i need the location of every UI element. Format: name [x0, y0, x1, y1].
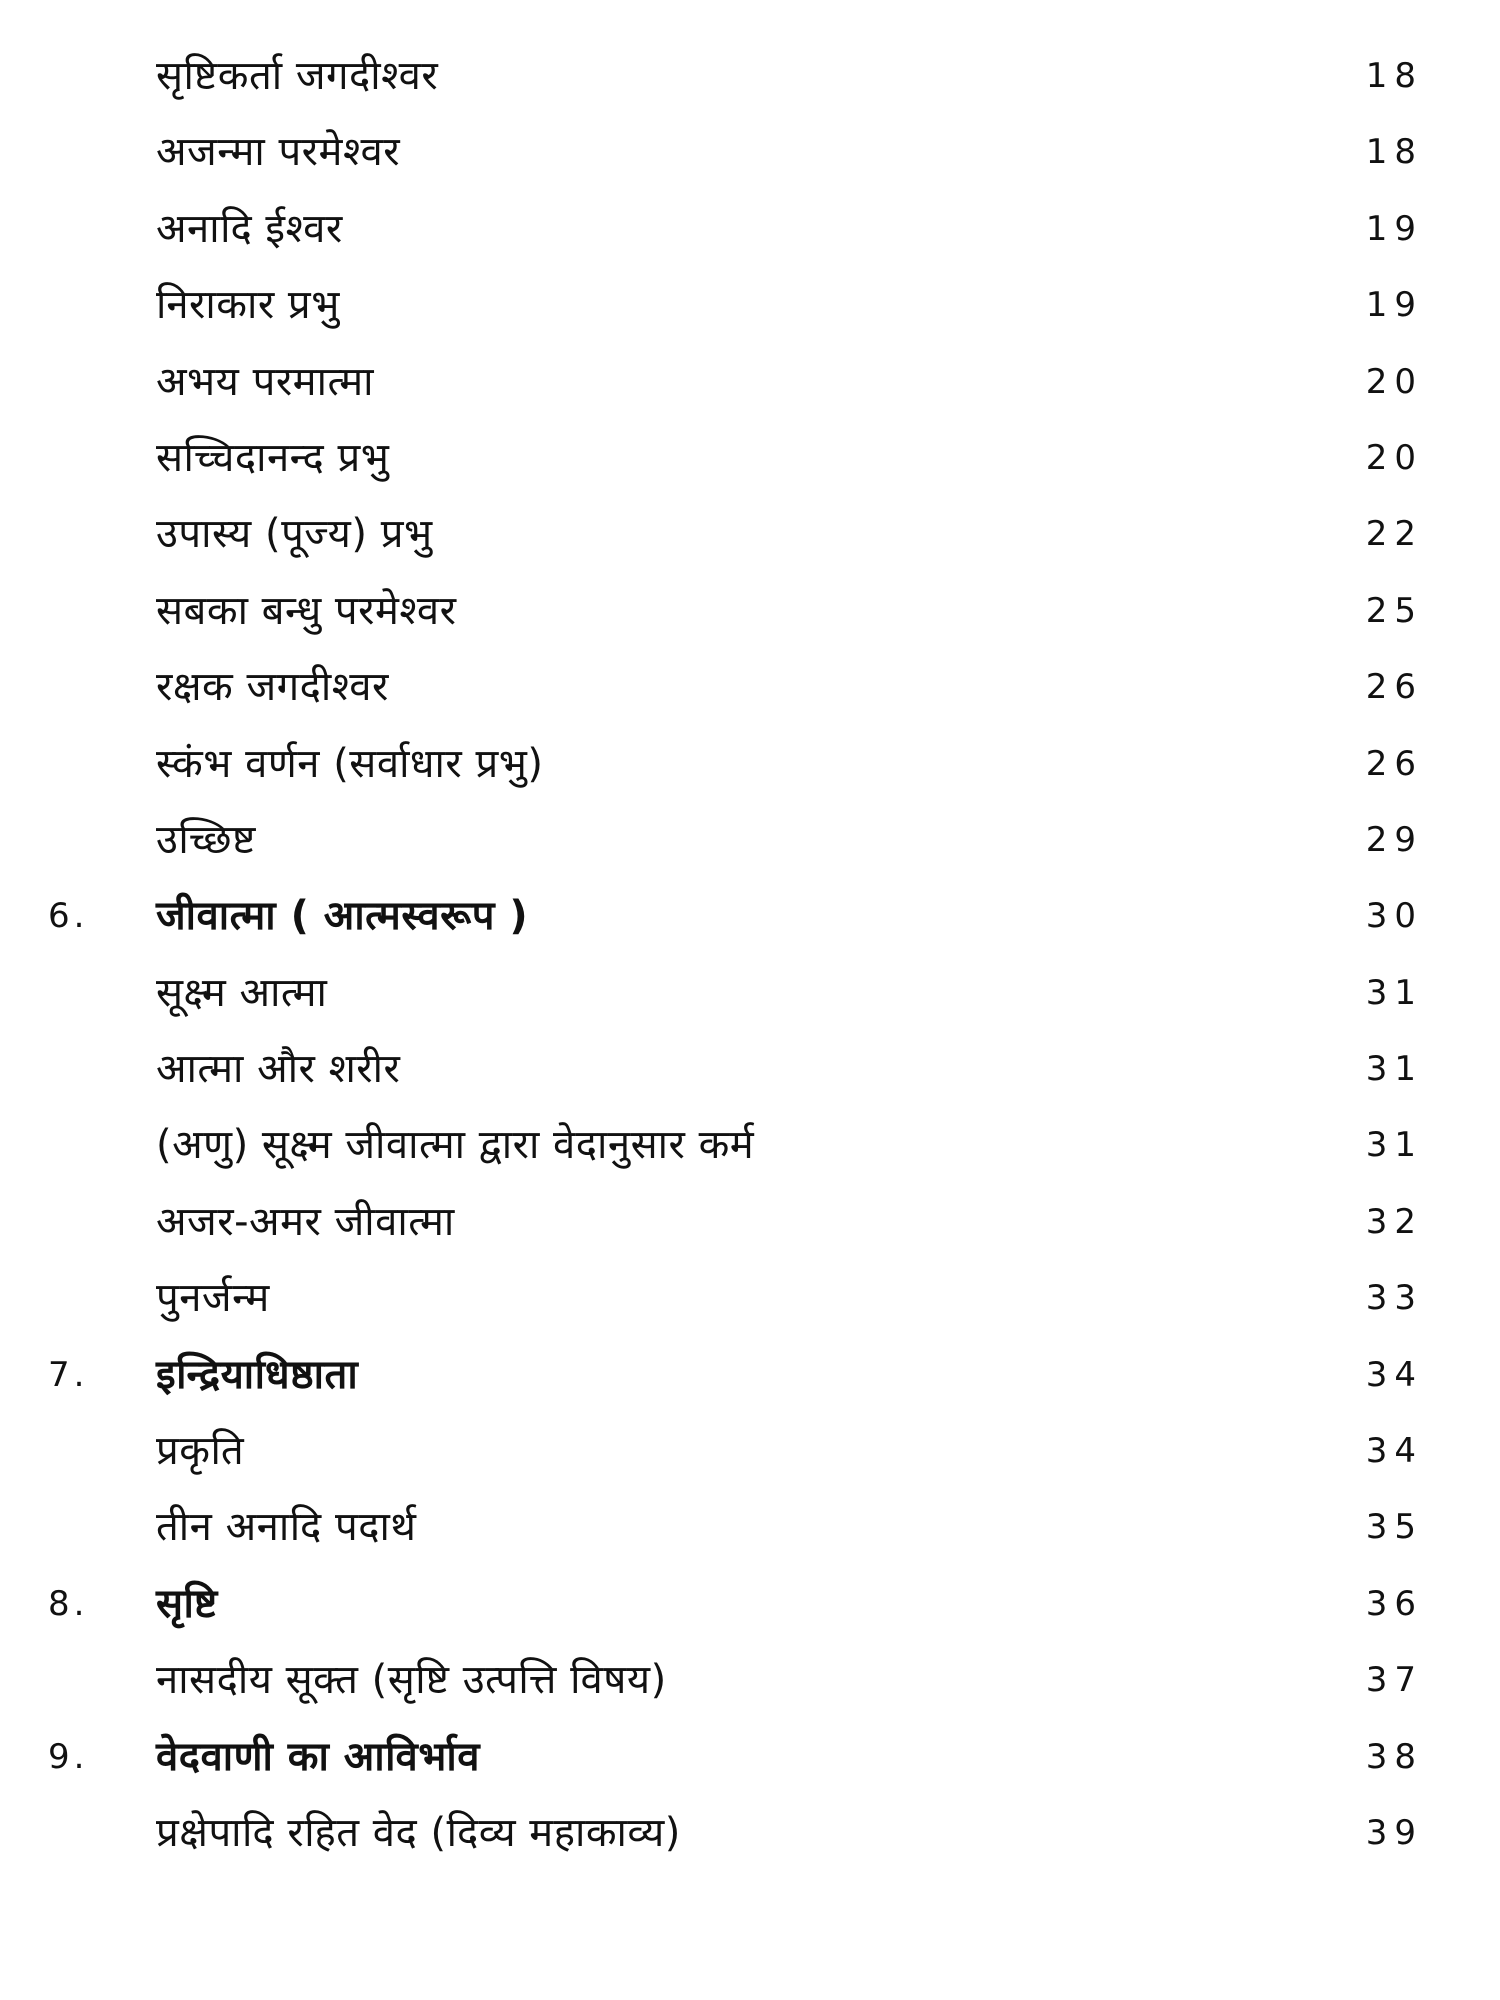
toc-entry [0, 267, 1500, 343]
entry-title: इन्द्रियाधिष्ठाता [156, 1351, 359, 1398]
entry-title: (अणु) सूक्ष्म जीवात्मा द्वारा वेदानुसार कर्म [156, 1122, 755, 1169]
page-number: 18 [1365, 56, 1423, 96]
toc-chapter-entry [0, 1337, 1500, 1413]
entry-title: सच्चिदानन्द प्रभु [156, 434, 390, 481]
page-number: 20 [1365, 361, 1423, 402]
page-number: 26 [1365, 667, 1423, 708]
toc-entry [0, 1031, 1500, 1107]
toc-entry [0, 191, 1500, 267]
toc-entry [0, 420, 1500, 496]
entry-title: पुनर्जन्म [156, 1275, 270, 1322]
page-number: 31 [1365, 972, 1423, 1013]
toc-entry [0, 1413, 1500, 1489]
toc-entry [0, 1260, 1500, 1336]
page-number: 22 [1365, 514, 1423, 555]
chapter-number: 9. [48, 1736, 89, 1777]
page-number: 19 [1365, 285, 1423, 326]
entry-title: निराकार प्रभु [156, 282, 340, 329]
page-number: 25 [1365, 590, 1423, 631]
table-of-contents [0, 38, 1500, 1871]
entry-title: सृष्टिकर्ता जगदीश्वर [156, 53, 439, 99]
toc-chapter-entry [0, 1719, 1500, 1795]
entry-title: अनादि ईश्वर [156, 205, 343, 252]
toc-entry [0, 726, 1500, 802]
page-number: 31 [1365, 1049, 1423, 1090]
page-number: 34 [1365, 1431, 1423, 1472]
page-number: 34 [1365, 1354, 1423, 1395]
page-number: 29 [1365, 819, 1423, 860]
toc-entry [0, 649, 1500, 725]
page-number: 31 [1365, 1125, 1423, 1166]
toc-entry [0, 1795, 1500, 1871]
entry-title: तीन अनादि पदार्थ [156, 1504, 417, 1551]
page-number: 37 [1365, 1660, 1423, 1701]
toc-entry [0, 955, 1500, 1031]
toc-entry [0, 344, 1500, 420]
toc-entry [0, 802, 1500, 878]
toc-entry [0, 1489, 1500, 1565]
entry-title: अजन्मा परमेश्वर [156, 129, 401, 176]
entry-title: प्रकृति [156, 1428, 245, 1475]
entry-title: अजर-अमर जीवात्मा [156, 1198, 455, 1245]
page-number: 38 [1365, 1736, 1423, 1777]
entry-title: सूक्ष्म आत्मा [156, 969, 328, 1016]
entry-title: सबका बन्धु परमेश्वर [156, 587, 457, 634]
page-number: 36 [1365, 1583, 1423, 1624]
toc-entry [0, 114, 1500, 190]
page-number: 26 [1365, 743, 1423, 784]
page-number: 30 [1365, 896, 1423, 937]
entry-title: नासदीय सूक्त (सृष्टि उत्पत्ति विषय) [156, 1657, 667, 1704]
entry-title: उच्छिष्ट [156, 816, 256, 863]
page-number: 19 [1365, 208, 1423, 249]
chapter-number: 8. [48, 1583, 89, 1624]
entry-title: सृष्टि [156, 1580, 218, 1627]
toc-entry [0, 573, 1500, 649]
toc-entry [0, 1107, 1500, 1183]
toc-entry [0, 38, 1500, 114]
toc-entry [0, 1184, 1500, 1260]
page-number: 33 [1365, 1278, 1423, 1319]
entry-title: रक्षक जगदीश्वर [156, 664, 389, 711]
page-number: 39 [1365, 1812, 1423, 1853]
entry-title: आत्मा और शरीर [156, 1046, 401, 1093]
page-number: 35 [1365, 1507, 1423, 1548]
entry-title: अभय परमात्मा [156, 358, 374, 405]
page-number: 32 [1365, 1201, 1423, 1242]
toc-entry [0, 1642, 1500, 1718]
entry-title: प्रक्षेपादि रहित वेद (दिव्य महाकाव्य) [156, 1809, 681, 1856]
chapter-number: 6. [48, 896, 89, 937]
chapter-number: 7. [48, 1354, 89, 1395]
page-number: 20 [1365, 437, 1423, 478]
entry-title: वेदवाणी का आविर्भाव [156, 1733, 480, 1780]
page-number: 18 [1365, 132, 1423, 173]
toc-chapter-entry [0, 1566, 1500, 1642]
entry-title: स्कंभ वर्णन (सर्वाधार प्रभु) [156, 740, 544, 787]
toc-entry [0, 496, 1500, 572]
toc-chapter-entry [0, 878, 1500, 954]
entry-title: उपास्य (पूज्य) प्रभु [156, 511, 433, 558]
entry-title: जीवात्मा ( आत्मस्वरूप ) [156, 893, 529, 940]
